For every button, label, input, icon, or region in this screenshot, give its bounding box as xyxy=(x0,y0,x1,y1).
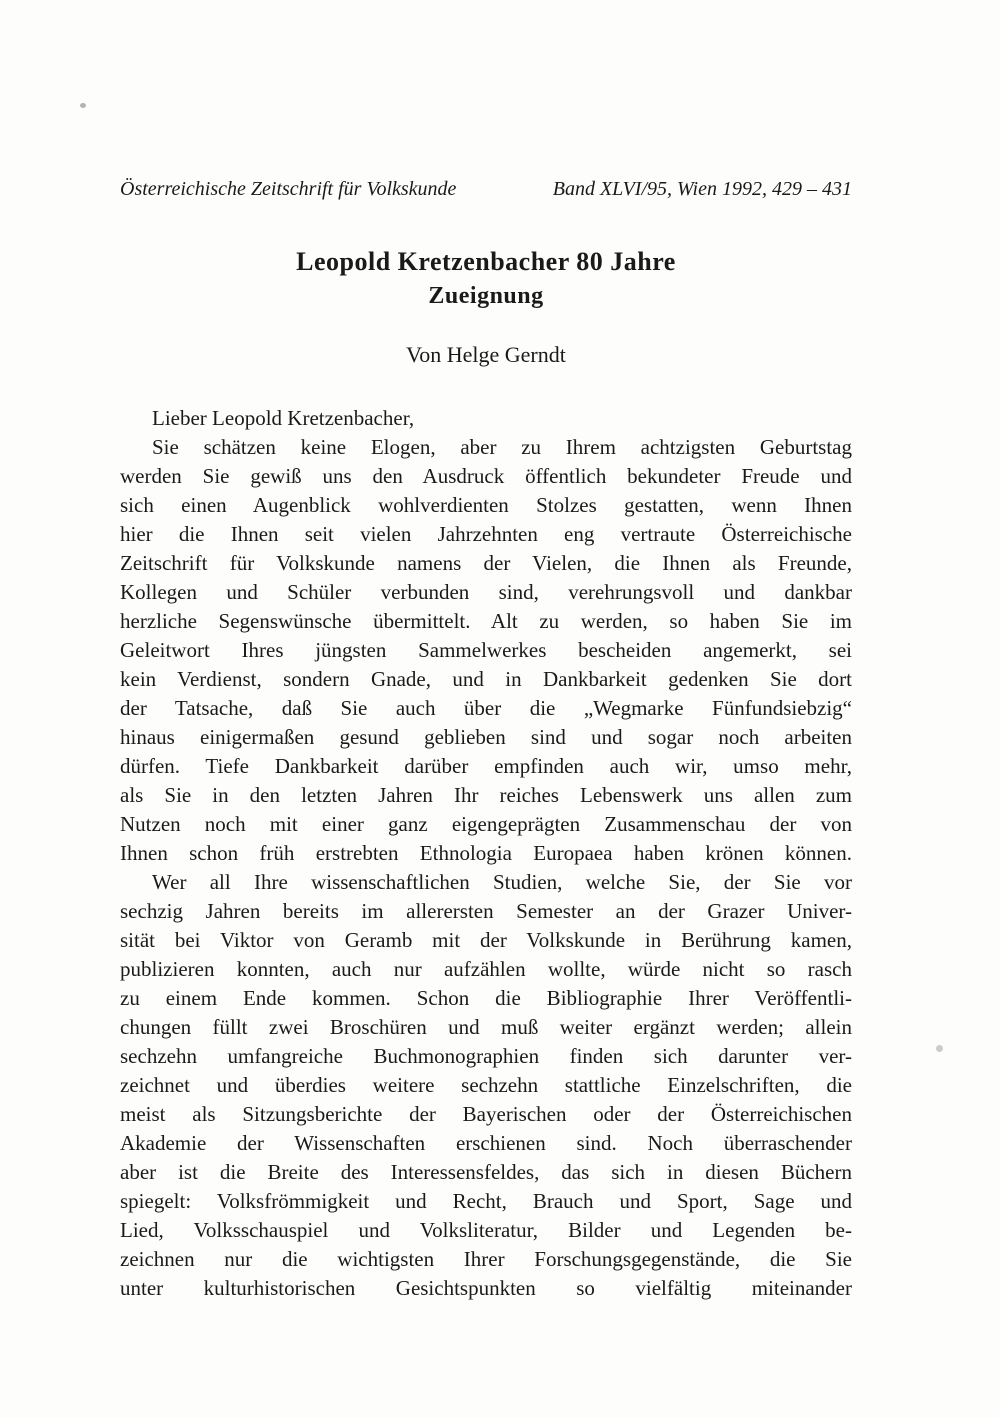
text-line: dürfen. Tiefe Dankbarkeit darüber empfinden auch wir, umso mehr, xyxy=(120,754,852,778)
text-line: als Sie in den letzten Jahren Ihr reiches Lebenswerk uns allen zum xyxy=(120,783,852,807)
article-title: Leopold Kretzenbacher 80 Jahre xyxy=(296,247,676,276)
text-line: zeichnet und überdies weitere sechzehn stattliche Einzelschriften, die xyxy=(120,1073,852,1097)
text-line: zu einem Ende kommen. Schon die Bibliographie Ihrer Veröffentli- xyxy=(120,986,852,1010)
text-line: der Tatsache, daß Sie auch über die „Wegmarke Fünfundsiebzig“ xyxy=(120,696,852,720)
text-line: sität bei Viktor von Geramb mit der Volkskunde in Berührung kamen, xyxy=(120,928,852,952)
text-line: Lieber Leopold Kretzenbacher, xyxy=(152,406,415,430)
article-subtitle: Zueignung xyxy=(428,283,544,309)
text-line: sechzig Jahren bereits im allerersten Semester an der Grazer Univer- xyxy=(120,899,852,923)
text-line: herzliche Segenswünsche übermittelt. Alt zu werden, so haben Sie im xyxy=(120,609,852,633)
text-line: publizieren konnten, auch nur aufzählen wollte, würde nicht so rasch xyxy=(120,957,852,981)
text-line: Zeitschrift für Volkskunde namens der Vielen, die Ihnen als Freunde, xyxy=(120,551,852,575)
text-line: kein Verdienst, sondern Gnade, und in Dankbarkeit gedenken Sie dort xyxy=(120,667,852,691)
text-line: Wer all Ihre wissenschaftlichen Studien, welche Sie, der Sie vor xyxy=(152,870,852,894)
journal-header xyxy=(120,176,852,202)
text-line: hier die Ihnen seit vielen Jahrzehnten eng vertraute Österreichische xyxy=(120,522,852,546)
text-line: hinaus einigermaßen gesund geblieben sind und sogar noch arbeiten xyxy=(120,725,852,749)
journal-title: Österreichische Zeitschrift für Volkskunde xyxy=(120,178,457,200)
text-line: Sie schätzen keine Elogen, aber zu Ihrem achtzigsten Geburtstag xyxy=(152,435,852,459)
scan-speckle xyxy=(936,1045,943,1052)
text-line: sechzehn umfangreiche Buchmonographien finden sich darunter ver- xyxy=(120,1044,852,1068)
text-line: Ihnen schon früh erstrebten Ethnologia Europaea haben krönen können. xyxy=(120,841,852,865)
text-line: Lied, Volksschauspiel und Volksliteratur, Bilder und Legenden be- xyxy=(120,1218,852,1242)
text-line: meist als Sitzungsberichte der Bayerischen oder der Österreichischen xyxy=(120,1102,852,1126)
paragraph xyxy=(120,404,852,868)
text-line: Nutzen noch mit einer ganz eigengeprägten Zusammenschau der von xyxy=(120,812,852,836)
text-line: spiegelt: Volksfrömmigkeit und Recht, Brauch und Sport, Sage und xyxy=(120,1189,852,1213)
text-line: aber ist die Breite des Interessensfeldes, das sich in diesen Büchern xyxy=(120,1160,852,1184)
byline: Von Helge Gerndt xyxy=(406,342,566,367)
text-line: sich einen Augenblick wohlverdienten Stolzes gestatten, wenn Ihnen xyxy=(120,493,852,517)
paragraph xyxy=(120,868,852,1303)
text-line: chungen füllt zwei Broschüren und muß weiter ergänzt werden; allein xyxy=(120,1015,852,1039)
scan-speckle xyxy=(80,103,86,108)
journal-issue-info: Band XLVI/95, Wien 1992, 429 – 431 xyxy=(552,178,852,200)
text-line: Kollegen und Schüler verbunden sind, verehrungsvoll und dankbar xyxy=(120,580,852,604)
text-line: werden Sie gewiß uns den Ausdruck öffentlich bekundeter Freude und xyxy=(120,464,852,488)
text-line: zeichnen nur die wichtigsten Ihrer Forschungsgegenstände, die Sie xyxy=(120,1247,852,1271)
text-line: Geleitwort Ihres jüngsten Sammelwerkes bescheiden angemerkt, sei xyxy=(120,638,852,662)
text-line: unter kulturhistorischen Gesichtspunkten so vielfältig miteinander xyxy=(120,1276,852,1300)
article-body xyxy=(120,404,852,1303)
text-line: Akademie der Wissenschaften erschienen sind. Noch überraschender xyxy=(120,1131,852,1155)
